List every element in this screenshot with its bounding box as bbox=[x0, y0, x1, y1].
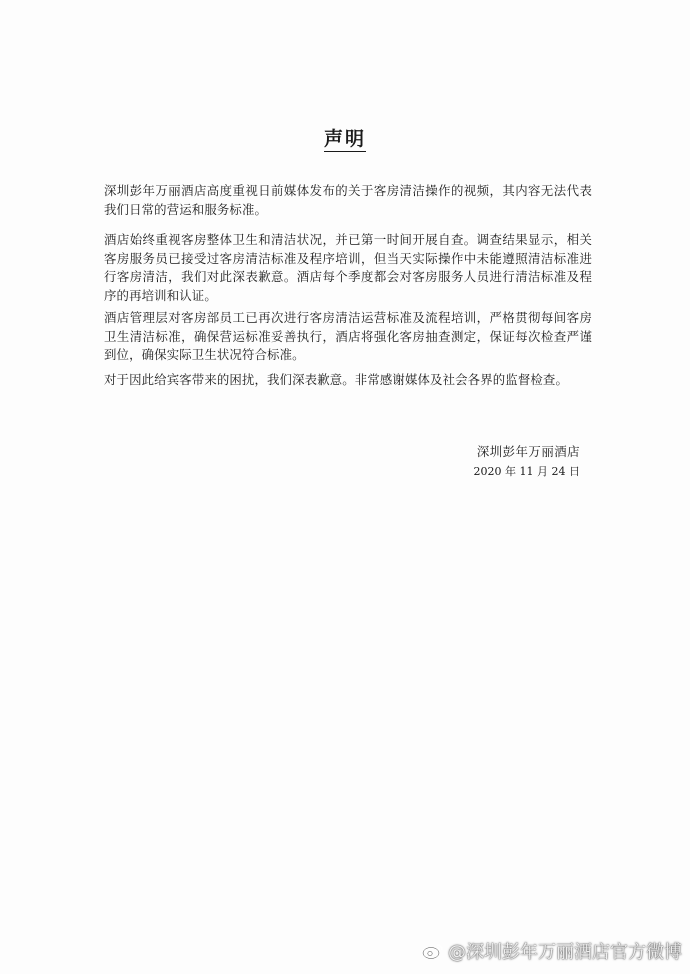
paragraph-3: 酒店管理层对客房部员工已再次进行客房清洁运营标准及流程培训，严格贯彻每间客房卫生清洁标准，确保营运标准妥善执行，酒店将强化客房抽查测定，保证每次检查严谨到位，确保实际卫生状况符合标准。 bbox=[104, 310, 592, 362]
paragraph-4: 对于因此给宾客带来的困扰，我们深表歉意。非常感谢媒体及社会各界的监督检查。 bbox=[104, 372, 569, 387]
document-title bbox=[0, 124, 690, 151]
signature-name: 深圳彭年万丽酒店 bbox=[476, 444, 580, 459]
document-title-text: 声明 bbox=[323, 128, 366, 150]
signature-date: 2020 年 11 月 24 日 bbox=[473, 465, 580, 478]
weibo-watermark bbox=[422, 938, 682, 964]
paragraph-1: 深圳彭年万丽酒店高度重视日前媒体发布的关于客房清洁操作的视频，其内容无法代表我们日常的营运和服务标准。 bbox=[104, 183, 592, 217]
paragraph-2: 酒店始终重视客房整体卫生和清洁状况，并已第一时间开展自查。调查结果显示，相关客房服务员已接受过客房清洁标准及程序培训，但当天实际操作中未能遵照清洁标准进行客房清洁，我们对此深表歉意。酒店每个季度都会对客房服务人员进行清洁标准及程序的再培训和认证。 bbox=[104, 232, 592, 303]
watermark-text: @深圳彭年万丽酒店官方微博 bbox=[448, 942, 682, 963]
signature-block bbox=[474, 442, 580, 481]
weibo-icon bbox=[422, 942, 444, 960]
